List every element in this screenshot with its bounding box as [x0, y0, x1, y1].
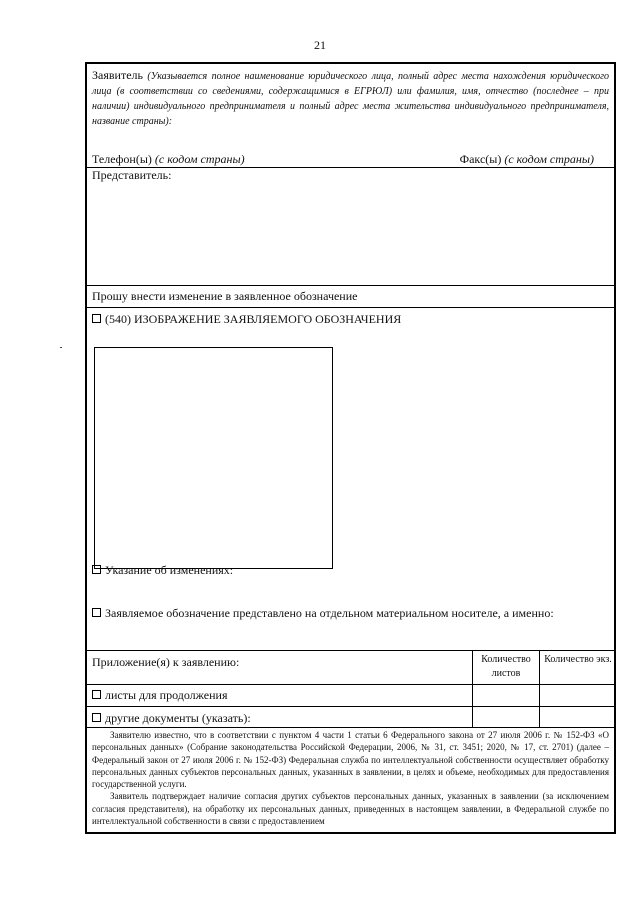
continuation-checkbox[interactable] [92, 690, 101, 699]
phone-field[interactable] [92, 152, 245, 167]
continuation-label: листы для продолжения [105, 688, 228, 702]
applicant-label: Заявитель [92, 68, 143, 82]
mark-image-box [94, 347, 333, 569]
column-header-sheets: Количество листов [481, 654, 531, 679]
changes-label: Указание об изменениях: [105, 563, 234, 577]
divider-representative [87, 285, 614, 286]
fax-hint: (с кодом страны) [504, 152, 594, 166]
attachments-label: Приложение(я) к заявлению: [92, 655, 240, 669]
applicant-block [92, 68, 609, 129]
representative-label: Представитель: [92, 168, 172, 182]
image-section-label: (540) ИЗОБРАЖЕНИЕ ЗАЯВЛЯЕМОГО ОБОЗНАЧЕНИЯ [105, 312, 402, 326]
notice-paragraph-2: Заявитель подтверждает наличие согласия других субъектов персональных данных, указанных в заявлении (за исключением согласия представителя), на обработку их персональных данных, приведенных в настоящем заявлении, в Федеральной службе по интеллектуальной собственности в связи с предоставлением [92, 791, 609, 827]
application-form [85, 62, 616, 834]
other-docs-label: другие документы (указать): [105, 711, 251, 725]
request-label: Прошу внести изменение в заявленное обозначение [92, 289, 358, 303]
column-divider-copies [539, 650, 540, 727]
applicant-hint: (Указывается полное наименование юридического лица, полный адрес места нахождения юридического лица (в соответствии со сведениями, содержащимися в ЕГРЮЛ) или фамилия, имя, отчество (последнее – при наличии) индивидуального предпринимателя и полный адрес места жительства индивидуального предпринимателя, название страны): [92, 71, 610, 127]
divider-request [87, 307, 614, 308]
attachment-row-other[interactable] [92, 711, 251, 726]
changes-item[interactable] [92, 563, 233, 578]
divider-notice [87, 727, 614, 728]
column-header-copies: Количество экз. [544, 654, 612, 665]
carrier-checkbox[interactable] [92, 608, 101, 617]
margin-tick-mark [60, 347, 62, 348]
carrier-label: Заявляемое обозначение представлено на отдельном материальном носителе, а именно: [105, 606, 554, 620]
image-section-checkbox[interactable] [92, 314, 101, 323]
divider-attachments [87, 650, 614, 651]
divider-attachment-row-1 [87, 684, 614, 685]
personal-data-notice [92, 729, 609, 827]
carrier-item[interactable] [92, 606, 554, 621]
image-section-heading[interactable] [92, 312, 401, 327]
fax-label: Факс(ы) [459, 152, 502, 166]
divider-attachment-row-2 [87, 706, 614, 707]
phone-label: Телефон(ы) [92, 152, 152, 166]
changes-checkbox[interactable] [92, 565, 101, 574]
other-docs-checkbox[interactable] [92, 713, 101, 722]
column-divider-sheets [472, 650, 473, 727]
page-number: 21 [314, 38, 326, 52]
attachment-row-continuation[interactable] [92, 688, 228, 703]
notice-paragraph-1: Заявителю известно, что в соответствии с пунктом 4 части 1 статьи 6 Федерального закона от 27 июля 2006 г. № 152-ФЗ «О персональных данных» (Собрание законодательства Российской Федерации, 2006, № 31, ст. 3451; 2020, № 17, ст. 2701) (далее – Федеральный закон от 27 июля 2006 г. № 152-ФЗ) Федеральная служба по интеллектуальной собственности осуществляет обработку персональных данных субъектов персональных данных, указанных в заявлении, в целях и объеме, необходимых для предоставления государственной услуги. [92, 730, 609, 790]
phone-hint: (с кодом страны) [154, 152, 245, 166]
fax-field[interactable] [460, 152, 594, 167]
